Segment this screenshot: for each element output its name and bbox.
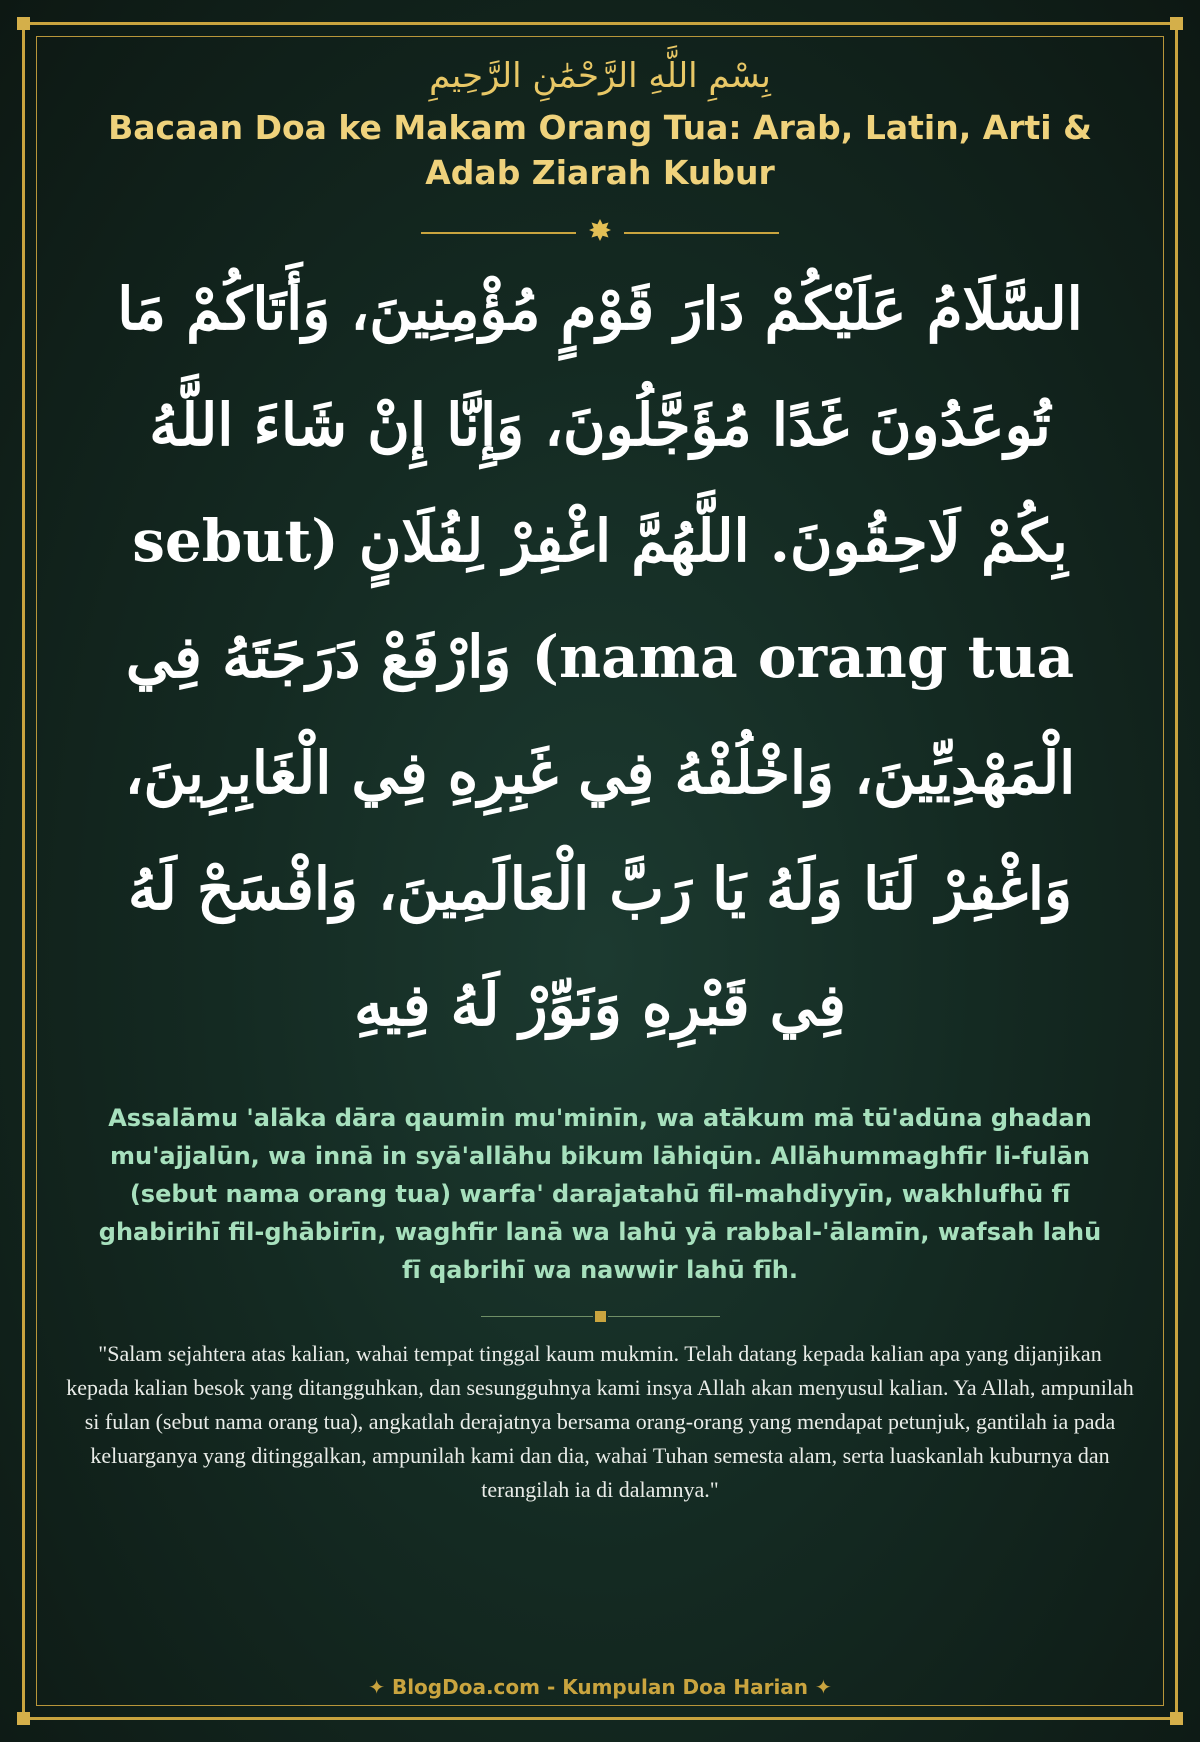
page-title: Bacaan Doa ke Makam Orang Tua: Arab, Latin, Arti & Adab Ziarah Kubur — [108, 107, 1092, 192]
doa-translation: "Salam sejahtera atas kalian, wahai tempat tinggal kaum mukmin. Telah datang kepada kalian apa yang dijanjikan kepada kalian besok yang ditangguhkan, dan sesungguhnya kami insya Allah akan menyusul kalian. Ya Allah, ampunilah si fulan (sebut nama orang tua), angkatlah derajatnya bersama orang-orang yang mendapat petunjuk, gantilah ia pada keluarganya yang ditinggalkan, ampunilah kami dan dia, wahai Tuhan semesta alam, serta luaskanlah kuburnya dan terangilah ia di dalamnya." — [66, 1340, 1134, 1502]
top-divider — [60, 221, 1140, 245]
eight-point-star-icon — [588, 218, 612, 247]
corner-ornament — [1170, 1712, 1183, 1725]
bismillah: بِسْمِ اللَّهِ الرَّحْمَٰنِ الرَّحِيمِ — [429, 56, 771, 96]
corner-ornament — [17, 17, 30, 30]
diamond-dot-icon — [595, 1311, 606, 1322]
footer-credit: ✦ BlogDoa.com - Kumpulan Doa Harian ✦ — [368, 1675, 832, 1699]
corner-ornament — [1170, 17, 1183, 30]
middle-divider — [60, 1309, 1140, 1325]
main-content — [60, 48, 1140, 1507]
divider-line — [421, 232, 576, 234]
divider-line — [608, 1316, 720, 1317]
doa-arabic-text: السَّلَامُ عَلَيْكُمْ دَارَ قَوْمٍ مُؤْمِنِينَ، وَأَتَاكُمْ مَا تُوعَدُونَ غَدًا مُؤَجَّلُونَ، وَإِنَّا إِنْ شَاءَ اللَّهُ بِكُمْ لَاحِقُونَ. اللَّهُمَّ اغْفِرْ لِفُلَانٍ (sebut nama orang tua) وَارْفَعْ دَرَجَتَهُ فِي الْمَهْدِيِّينَ، وَاخْلُفْهُ فِي غَبِرِهِ فِي الْغَابِرِينَ، وَاغْفِرْ لَنَا وَلَهُ يَا رَبَّ الْعَالَمِينَ، وَافْسَحْ لَهُ فِي قَبْرِهِ وَنَوِّرْ لَهُ فِيهِ — [117, 274, 1083, 1039]
divider-line — [624, 232, 779, 234]
divider-line — [481, 1316, 593, 1317]
doa-latin-text: Assalāmu 'alāka dāra qaumin mu'minīn, wa atākum mā tū'adūna ghadan mu'ajjalūn, wa innā in syā'allāhu bikum lāhiqūn. Allāhummaghfir li-fulān (sebut nama orang tua) warfa' darajatahū fil-mahdiyyīn, wakhlufhū fī ghabirihī fil-ghābirīn, waghfir lanā wa lahū yā rabbal-'ālamīn, wafsah lahū fī qabrihī wa nawwir lahū fīh. — [98, 1103, 1102, 1284]
corner-ornament — [17, 1712, 30, 1725]
